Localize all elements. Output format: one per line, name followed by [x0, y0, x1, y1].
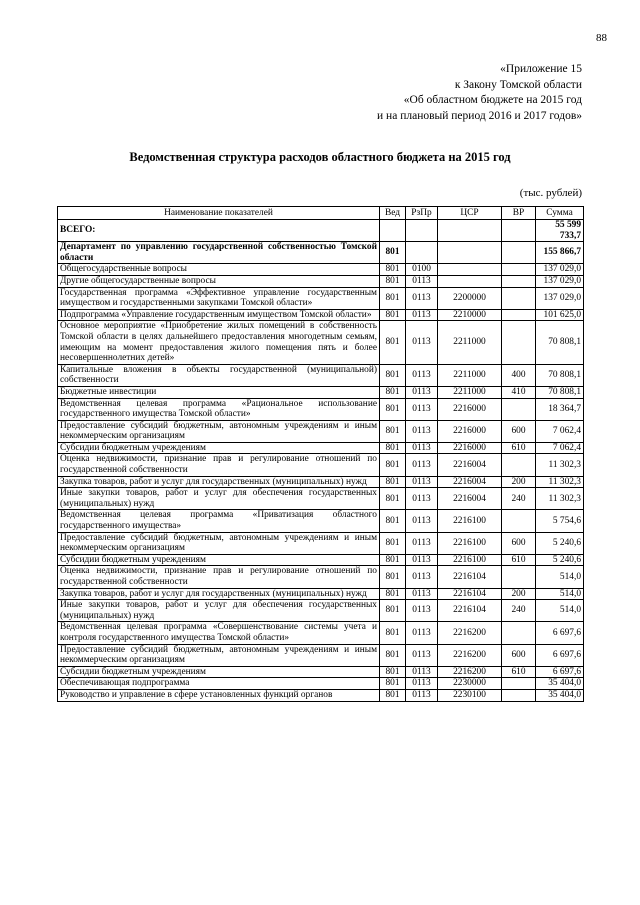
cell-name: Иные закупки товаров, работ и услуг для обеспечения государственных (муниципальных) нужд — [58, 600, 380, 622]
cell-ved: 801 — [380, 264, 406, 276]
cell-csr: 2216004 — [438, 488, 502, 510]
cell-sum: 11 302,3 — [536, 454, 584, 476]
cell-rzpr: 0113 — [406, 532, 438, 554]
cell-csr: 2216000 — [438, 398, 502, 420]
cell-rzpr: 0113 — [406, 442, 438, 454]
cell-sum: 514,0 — [536, 588, 584, 600]
cell-name: Ведомственная целевая программа «Рациональное использование государственного имущества Томской области» — [58, 398, 380, 420]
cell-sum: 137 029,0 — [536, 264, 584, 276]
cell-sum: 514,0 — [536, 600, 584, 622]
cell-rzpr: 0113 — [406, 588, 438, 600]
header-name: Наименование показателей — [58, 207, 380, 220]
header-sum: Сумма — [536, 207, 584, 220]
cell-rzpr: 0113 — [406, 600, 438, 622]
cell-name: Бюджетные инвестиции — [58, 386, 380, 398]
cell-csr — [438, 275, 502, 287]
cell-sum: 101 625,0 — [536, 309, 584, 321]
cell-name: Основное мероприятие «Приобретение жилых помещений в собственность Томской области в целях дальнейшего предоставления многодетным семьям, имеющим на момент предоставления жилого помещения пять и более несовершеннолетних детей» — [58, 321, 380, 364]
cell-name: Руководство и управление в сфере установленных функций органов — [58, 689, 380, 701]
cell-name: Оценка недвижимости, признание прав и регулирование отношений по государственной собственности — [58, 454, 380, 476]
table-header-row — [58, 207, 584, 220]
table-row — [58, 532, 584, 554]
header-ved: Вед — [380, 207, 406, 220]
units-label: (тыс. рублей) — [519, 187, 582, 199]
table-row — [58, 220, 584, 242]
cell-vr — [502, 454, 536, 476]
cell-vr: 610 — [502, 666, 536, 678]
table-row — [58, 242, 584, 264]
cell-vr — [502, 309, 536, 321]
cell-ved: 801 — [380, 309, 406, 321]
cell-ved: 801 — [380, 678, 406, 690]
cell-ved: 801 — [380, 386, 406, 398]
cell-csr: 2211000 — [438, 386, 502, 398]
cell-ved: 801 — [380, 600, 406, 622]
table-row — [58, 666, 584, 678]
cell-csr: 2200000 — [438, 287, 502, 309]
cell-name: Департамент по управлению государственной собственностью Томской области — [58, 242, 380, 264]
cell-rzpr: 0113 — [406, 454, 438, 476]
cell-rzpr: 0113 — [406, 309, 438, 321]
cell-csr: 2216000 — [438, 420, 502, 442]
cell-ved: 801 — [380, 364, 406, 386]
cell-csr: 2210000 — [438, 309, 502, 321]
cell-ved: 801 — [380, 666, 406, 678]
cell-sum: 35 404,0 — [536, 689, 584, 701]
table-row — [58, 510, 584, 532]
cell-vr: 600 — [502, 644, 536, 666]
cell-csr: 2216100 — [438, 510, 502, 532]
cell-vr: 240 — [502, 600, 536, 622]
cell-rzpr: 0113 — [406, 510, 438, 532]
cell-sum: 55 599 733,7 — [536, 220, 584, 242]
cell-rzpr: 0113 — [406, 386, 438, 398]
cell-ved: 801 — [380, 242, 406, 264]
cell-name: Закупка товаров, работ и услуг для государственных (муниципальных) нужд — [58, 588, 380, 600]
table-row — [58, 364, 584, 386]
table-body — [58, 220, 584, 702]
cell-vr: 610 — [502, 442, 536, 454]
cell-sum: 70 808,1 — [536, 321, 584, 364]
cell-rzpr: 0113 — [406, 364, 438, 386]
cell-rzpr: 0113 — [406, 644, 438, 666]
cell-vr: 240 — [502, 488, 536, 510]
header-vr: ВР — [502, 207, 536, 220]
cell-csr: 2211000 — [438, 321, 502, 364]
cell-name: Оценка недвижимости, признание прав и регулирование отношений по государственной собственности — [58, 566, 380, 588]
cell-vr — [502, 566, 536, 588]
cell-sum: 70 808,1 — [536, 386, 584, 398]
table-row — [58, 321, 584, 364]
cell-vr — [502, 689, 536, 701]
cell-csr: 2216000 — [438, 442, 502, 454]
cell-name: Субсидии бюджетным учреждениям — [58, 554, 380, 566]
cell-csr: 2216004 — [438, 454, 502, 476]
page-number: 88 — [596, 32, 607, 44]
cell-vr — [502, 264, 536, 276]
cell-sum: 137 029,0 — [536, 287, 584, 309]
cell-csr: 2216104 — [438, 600, 502, 622]
document-title: Ведомственная структура расходов областного бюджета на 2015 год — [129, 150, 511, 164]
cell-csr: 2216200 — [438, 644, 502, 666]
cell-rzpr: 0113 — [406, 420, 438, 442]
table-row — [58, 644, 584, 666]
cell-ved: 801 — [380, 476, 406, 488]
cell-ved: 801 — [380, 532, 406, 554]
cell-sum: 5 240,6 — [536, 554, 584, 566]
cell-rzpr: 0113 — [406, 488, 438, 510]
cell-rzpr: 0113 — [406, 275, 438, 287]
cell-name: Обеспечивающая подпрограмма — [58, 678, 380, 690]
cell-csr — [438, 220, 502, 242]
table-row — [58, 600, 584, 622]
table-row — [58, 287, 584, 309]
cell-ved: 801 — [380, 644, 406, 666]
cell-ved: 801 — [380, 554, 406, 566]
cell-rzpr: 0113 — [406, 321, 438, 364]
table-row — [58, 420, 584, 442]
cell-name: Ведомственная целевая программа «Приватизация областного государственного имущества» — [58, 510, 380, 532]
cell-name: Субсидии бюджетным учреждениям — [58, 666, 380, 678]
cell-name: Предоставление субсидий бюджетным, автономным учреждениям и иным некоммерческим организациям — [58, 532, 380, 554]
cell-name: Субсидии бюджетным учреждениям — [58, 442, 380, 454]
table-row — [58, 309, 584, 321]
cell-rzpr: 0113 — [406, 566, 438, 588]
cell-sum: 7 062,4 — [536, 442, 584, 454]
table-row — [58, 678, 584, 690]
cell-rzpr: 0113 — [406, 678, 438, 690]
cell-sum: 155 866,7 — [536, 242, 584, 264]
cell-sum: 6 697,6 — [536, 622, 584, 644]
cell-ved: 801 — [380, 588, 406, 600]
cell-ved: 801 — [380, 275, 406, 287]
cell-vr: 600 — [502, 420, 536, 442]
cell-sum: 35 404,0 — [536, 678, 584, 690]
cell-sum: 70 808,1 — [536, 364, 584, 386]
cell-csr: 2211000 — [438, 364, 502, 386]
table-row — [58, 476, 584, 488]
cell-vr — [502, 622, 536, 644]
cell-sum: 137 029,0 — [536, 275, 584, 287]
cell-sum: 6 697,6 — [536, 644, 584, 666]
cell-vr — [502, 287, 536, 309]
cell-ved: 801 — [380, 287, 406, 309]
cell-vr — [502, 242, 536, 264]
cell-rzpr: 0113 — [406, 554, 438, 566]
cell-vr: 410 — [502, 386, 536, 398]
table-row — [58, 398, 584, 420]
appendix-header — [377, 62, 582, 124]
cell-csr: 2230000 — [438, 678, 502, 690]
cell-name: Предоставление субсидий бюджетным, автономным учреждениям и иным некоммерческим организациям — [58, 644, 380, 666]
cell-rzpr: 0113 — [406, 666, 438, 678]
table-row — [58, 488, 584, 510]
table-row — [58, 454, 584, 476]
table-row — [58, 264, 584, 276]
cell-ved: 801 — [380, 510, 406, 532]
cell-ved: 801 — [380, 442, 406, 454]
cell-name: Капитальные вложения в объекты государственной (муниципальной) собственности — [58, 364, 380, 386]
cell-name: Предоставление субсидий бюджетным, автономным учреждениям и иным некоммерческим организациям — [58, 420, 380, 442]
cell-ved: 801 — [380, 622, 406, 644]
cell-csr: 2216100 — [438, 554, 502, 566]
cell-ved: 801 — [380, 398, 406, 420]
cell-vr — [502, 678, 536, 690]
cell-sum: 7 062,4 — [536, 420, 584, 442]
cell-csr: 2230100 — [438, 689, 502, 701]
cell-vr — [502, 220, 536, 242]
cell-vr — [502, 275, 536, 287]
cell-ved: 801 — [380, 321, 406, 364]
table-row — [58, 386, 584, 398]
cell-name: Иные закупки товаров, работ и услуг для обеспечения государственных (муниципальных) нужд — [58, 488, 380, 510]
cell-name: Государственная программа «Эффективное управление государственным имуществом и государственными закупками Томской области» — [58, 287, 380, 309]
cell-ved: 801 — [380, 689, 406, 701]
cell-sum: 11 302,3 — [536, 488, 584, 510]
cell-vr — [502, 321, 536, 364]
cell-rzpr: 0113 — [406, 689, 438, 701]
table-row — [58, 566, 584, 588]
cell-sum: 18 364,7 — [536, 398, 584, 420]
cell-csr: 2216200 — [438, 622, 502, 644]
cell-sum: 6 697,6 — [536, 666, 584, 678]
cell-ved: 801 — [380, 454, 406, 476]
cell-sum: 5 240,6 — [536, 532, 584, 554]
cell-rzpr — [406, 242, 438, 264]
cell-vr: 200 — [502, 588, 536, 600]
appendix-line-1: «Приложение 15 — [500, 63, 582, 75]
budget-table — [57, 206, 584, 702]
table-row — [58, 442, 584, 454]
cell-rzpr: 0113 — [406, 398, 438, 420]
cell-sum: 5 754,6 — [536, 510, 584, 532]
cell-csr: 2216104 — [438, 588, 502, 600]
cell-rzpr — [406, 220, 438, 242]
table-row — [58, 554, 584, 566]
cell-name: Закупка товаров, работ и услуг для государственных (муниципальных) нужд — [58, 476, 380, 488]
cell-csr: 2216104 — [438, 566, 502, 588]
cell-name: ВСЕГО: — [58, 220, 380, 242]
table-row — [58, 588, 584, 600]
header-rzpr: РзПр — [406, 207, 438, 220]
cell-name: Подпрограмма «Управление государственным имуществом Томской области» — [58, 309, 380, 321]
cell-vr: 200 — [502, 476, 536, 488]
cell-csr — [438, 242, 502, 264]
cell-csr: 2216004 — [438, 476, 502, 488]
appendix-line-2: к Закону Томской области — [454, 78, 582, 91]
cell-rzpr: 0100 — [406, 264, 438, 276]
cell-csr: 2216100 — [438, 532, 502, 554]
cell-name: Общегосударственные вопросы — [58, 264, 380, 276]
cell-name: Ведомственная целевая программа «Совершенствование системы учета и контроля государственного имущества Томской области» — [58, 622, 380, 644]
cell-ved: 801 — [380, 488, 406, 510]
appendix-line-4: и на плановый период 2016 и 2017 годов» — [377, 109, 582, 122]
cell-vr: 400 — [502, 364, 536, 386]
cell-csr: 2216200 — [438, 666, 502, 678]
cell-ved: 801 — [380, 420, 406, 442]
cell-ved: 801 — [380, 566, 406, 588]
cell-name: Другие общегосударственные вопросы — [58, 275, 380, 287]
table-row — [58, 689, 584, 701]
cell-csr — [438, 264, 502, 276]
cell-ved — [380, 220, 406, 242]
header-csr: ЦСР — [438, 207, 502, 220]
cell-sum: 514,0 — [536, 566, 584, 588]
appendix-line-3: «Об областном бюджете на 2015 год — [403, 94, 582, 106]
cell-vr — [502, 398, 536, 420]
cell-rzpr: 0113 — [406, 287, 438, 309]
cell-vr: 610 — [502, 554, 536, 566]
cell-vr — [502, 510, 536, 532]
cell-rzpr: 0113 — [406, 476, 438, 488]
cell-vr: 600 — [502, 532, 536, 554]
table-row — [58, 622, 584, 644]
cell-rzpr: 0113 — [406, 622, 438, 644]
cell-sum: 11 302,3 — [536, 476, 584, 488]
table-row — [58, 275, 584, 287]
